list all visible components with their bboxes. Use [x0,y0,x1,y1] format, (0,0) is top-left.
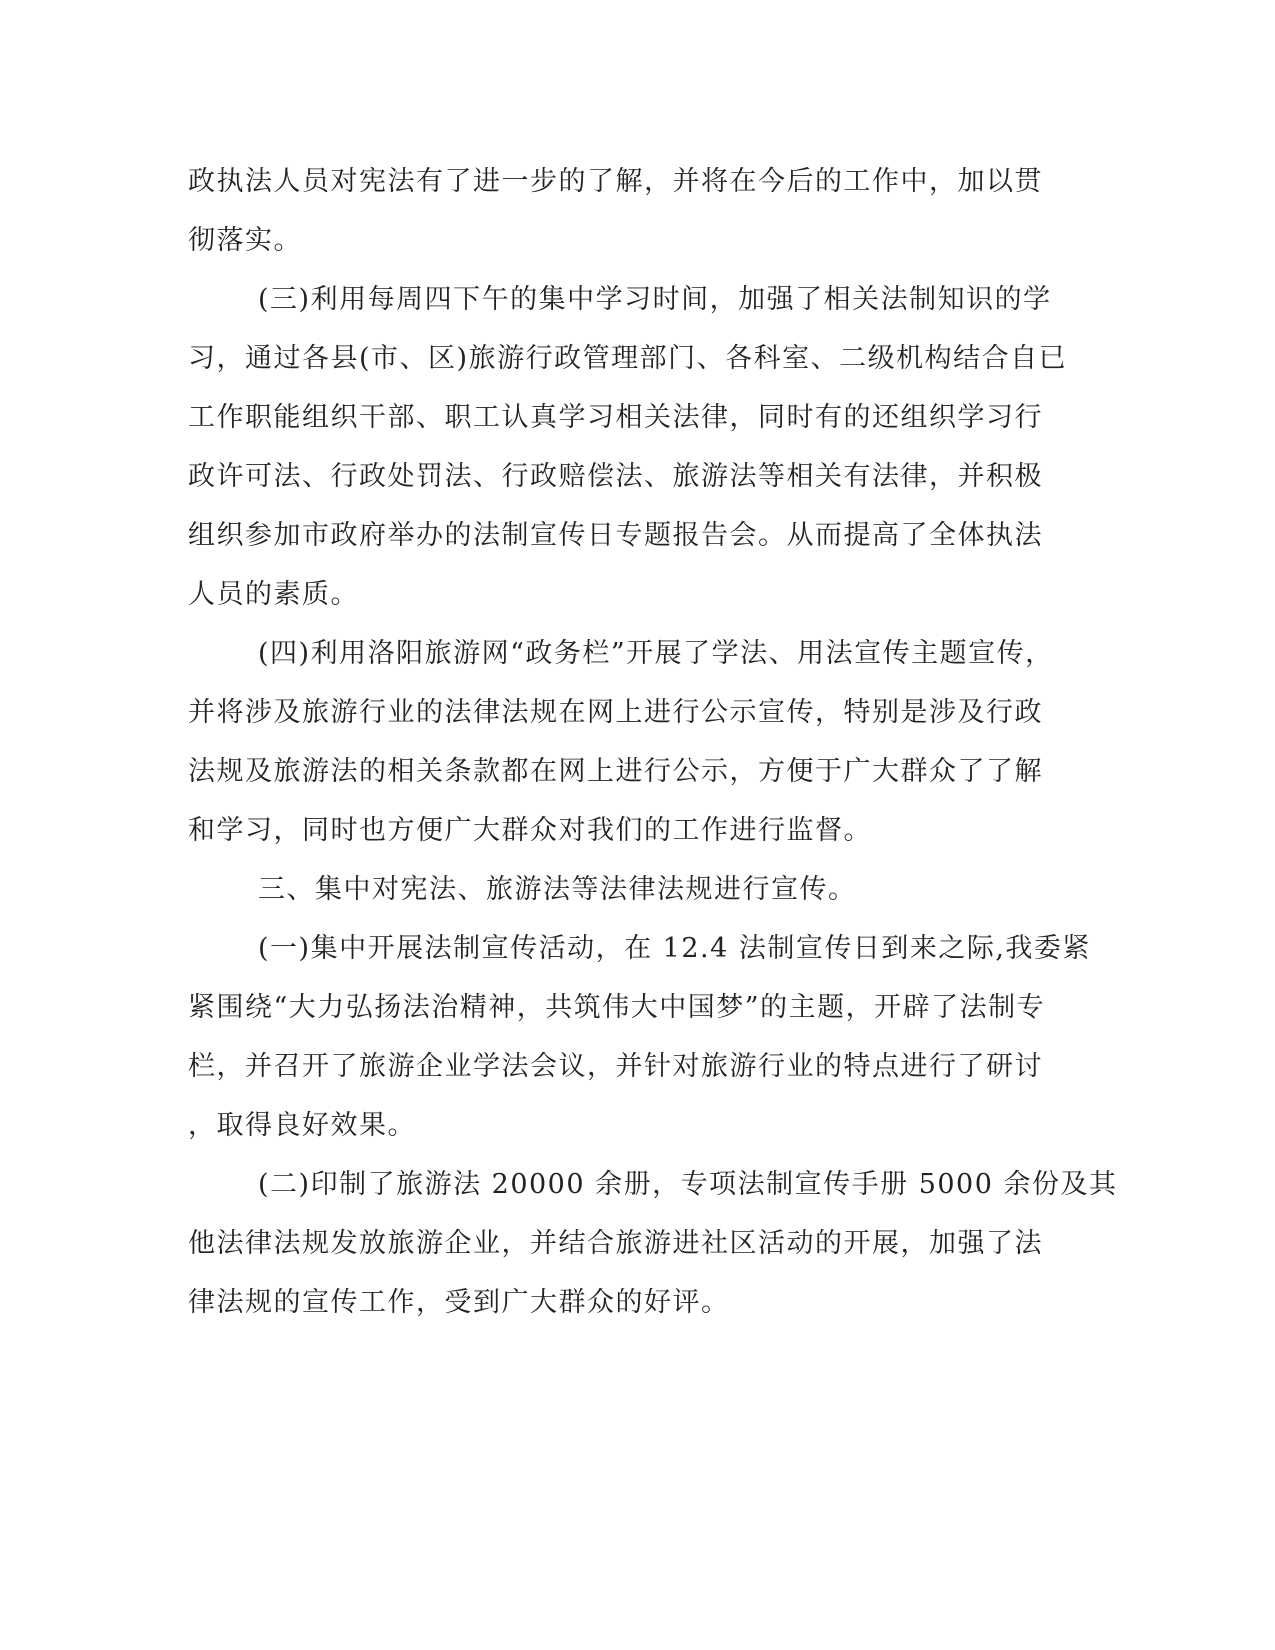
text-line: ，取得良好效果。 [188,1110,416,1141]
text-line: 和学习，同时也方便广大群众对我们的工作进行监督。 [188,815,872,846]
text-line: 组织参加市政府举办的法制宣传日专题报告会。从而提高了全体执法 [188,520,1043,551]
text-line: 政执法人员对宪法有了进一步的了解，并将在今后的工作中，加以贯 [188,166,1043,197]
text-line: 他法律法规发放旅游企业，并结合旅游进社区活动的开展，加强了法 [188,1228,1043,1259]
text-line: 工作职能组织干部、职工认真学习相关法律，同时有的还组织学习行 [188,402,1043,433]
text-line: 彻落实。 [188,225,302,256]
text-line: 栏，并召开了旅游企业学法会议，并针对旅游行业的特点进行了研讨 [188,1051,1043,1082]
text-line: 并将涉及旅游行业的法律法规在网上进行公示宣传，特别是涉及行政 [188,697,1043,728]
paragraph-start-line: (一)集中开展法制宣传活动，在 12.4 法制宣传日到来之际,我委紧 [258,933,1091,964]
text-line: 法规及旅游法的相关条款都在网上进行公示，方便于广大群众了了解 [188,756,1043,787]
text-line: 政许可法、行政处罚法、行政赔偿法、旅游法等相关有法律，并积极 [188,461,1043,492]
paragraph-start-line: (四)利用洛阳旅游网“政务栏”开展了学法、用法宣传主题宣传， [258,638,1054,669]
text-line: 人员的素质。 [188,579,359,610]
section-heading: 三、集中对宪法、旅游法等法律法规进行宣传。 [258,874,857,905]
text-line: 紧围绕“大力弘扬法治精神，共筑伟大中国梦”的主题，开辟了法制专 [188,992,1046,1023]
paragraph-start-line: (二)印制了旅游法 20000 余册，专项法制宣传手册 5000 余份及其 [258,1169,1118,1200]
text-line: 习，通过各县(市、区)旅游行政管理部门、各科室、二级机构结合自已 [188,343,1068,374]
text-line: 律法规的宣传工作，受到广大群众的好评。 [188,1287,730,1318]
paragraph-start-line: (三)利用每周四下午的集中学习时间，加强了相关法制知识的学 [258,284,1052,315]
